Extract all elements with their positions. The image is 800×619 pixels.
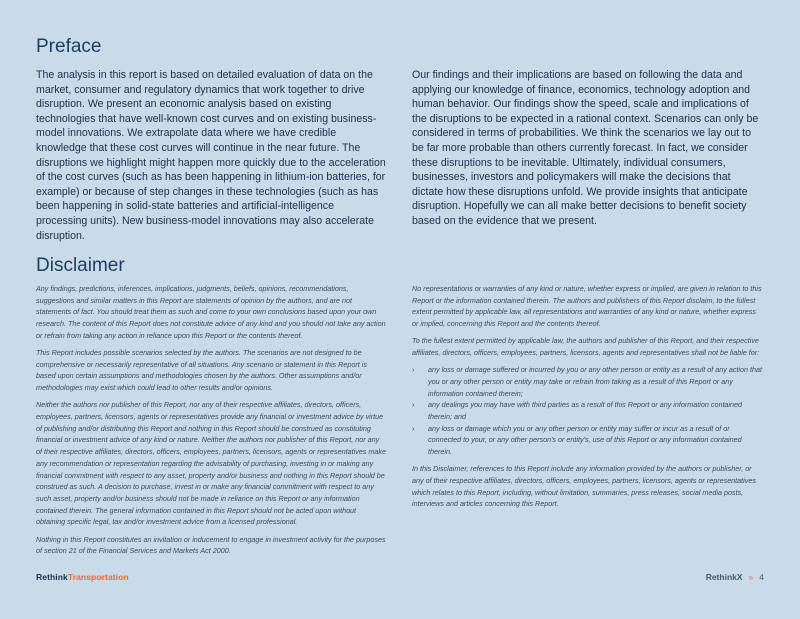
disclaimer-paragraph: This Report includes possible scenarios selected by the authors. The scenarios are not designed to be comprehensive or necessarily representative of all situations. Any scenario or statement in this Report is based upon certain assumptions and methodologies chosen by the authors. Other assumptions and/or methodologies may exist which could lead to other results and/or opinions. [36,348,367,393]
preface-right-column: Our findings and their implications are based on following the data and applying our knowledge of finance, economics, technology adoption and human behavior. Our findings show the speed, scale and implications of the disruptions to be expected in a rational context. Scenarios can only be considered in terms of probabilities. We think the scenarios we lay out to be far more probable than others currently forecast. In fact, we consider these disruptions to be inevitable. Ultimately, individual consumers, businesses, investors and policymakers will make the decisions that dictate how these disruptions unfold. We provide insights that anticipate disruption. Hopefully we can all make better decisions to benefit society based on the evidence that we present. [412,69,759,227]
list-item [412,399,762,422]
bullet-icon: › [412,423,415,433]
list-item-text: any dealings you may have with third parties as a result of this Report or any information contained therein; and [428,400,743,422]
page-number: 4 [759,572,764,582]
footer-brand-logo [36,572,129,582]
list-item-text: any loss or damage suffered or incurred by you or any other person or entity as a result of any action that you or any other person or entity may take or refrain from taking as a result of this Report or any information contained therein; [428,365,763,398]
disclaimer-paragraph: Nothing in this Report constitutes an invitation or inducement to engage in investment activity for the purposes of section 21 of the Financial Services and Markets Act 2000. [36,534,386,556]
disclaimer-paragraph: To the fullest extent permitted by applicable law, the authors and publisher of this Report, and their respective affiliates, directors, officers, employees, partners, licensors, agents and representatives shall not be liable for: [412,336,760,358]
list-item [412,364,762,399]
preface-left-column: The analysis in this report is based on detailed evaluation of data on the market, consumer and regulatory dynamics that work together to drive disruption. We present an economic analysis based on existing technologies that have well-known cost curves and on existing business-model innovations. We extrapolate data where we have credible knowledge that these cost curves will continue in the near future. The disruptions we highlight might happen more quickly due to the acceleration of the cost curves (such as has been happening in lithium-ion batteries, for example) or because of step changes in these technologies (such as has been happening in solid-state batteries and artificial-intelligence processing units). New business-model innovations may also accelerate disruption. [36,69,386,242]
disclaimer-title: Disclaimer [36,255,125,276]
disclaimer-left-column [36,283,386,562]
disclaimer-paragraph: Neither the authors nor publisher of this Report, nor any of their respective affiliates, directors, officers, employees, partners, licensors, agents or representatives provide any financial or investment advice by virtue of publishing and/or distributing this Report and nothing in this Report should be construed as constituting financial or investment advice of any kind or nature. Neither the authors nor publisher of this Report, nor any of their respective affiliates, directors, officers, employees, partners, licensors, agents or representatives make any recommendation or representation regarding the advisability of purchasing, investing in or making any financial commitment with respect to any asset, property and/or business and nothing in this Report should be construed as such. A decision to purchase, invest in or make any financial commitment with respect to any such asset, property and/or business should not be made in reliance on this Report or any information contained therein. The general information contained in this Report should not be acted upon without obtaining specific legal, tax and/or investment advice from a licensed professional. [36,400,386,527]
list-item [412,423,762,458]
preface-title: Preface [36,36,102,57]
separator-icon: » [748,572,754,582]
disclaimer-paragraph: In this Disclaimer, references to this Report include any information provided by the authors or publisher, or any of their respective affiliates, directors, officers, employees, partners, licensors, agents or representatives which relates to this Report, including, without limitation, summaries, press releases, social media posts, interviews and articles concerning this Report. [412,464,756,509]
bullet-icon: › [412,400,415,410]
brand-part-rethink: Rethink [36,572,68,582]
liability-list [412,364,762,458]
disclaimer-paragraph: Any findings, predictions, inferences, implications, judgments, beliefs, opinions, recommendations, suggestions and similar matters in this Report are statements of opinion by the authors, and are not statements of fact. You should treat them as such and come to your own conclusions based upon your own research. The content of this Report does not constitute advice of any kind and you should not take any action or refrain from taking any action in reliance upon this Report or the contents thereof. [36,284,386,340]
footer-page-info [706,572,764,582]
brand-part-transportation: Transportation [67,572,129,582]
disclaimer-right-column [412,283,762,516]
disclaimer-paragraph: No representations or warranties of any kind or nature, whether express or implied, are given in relation to this Report or the information contained therein. The authors and publishers of this Report disclaim, to the fullest extent permitted by applicable law, all representations and warranties of any kind or nature, whether express or implied, concerning this Report and the contents thereof. [412,284,762,329]
bullet-icon: › [412,365,415,375]
publisher-name: RethinkX [705,572,743,582]
list-item-text: any loss or damage which you or any other person or entity may suffer or incur as a result of or connected to your, or any other person's or entity's, use of this Report or any information contained therein. [428,423,742,457]
